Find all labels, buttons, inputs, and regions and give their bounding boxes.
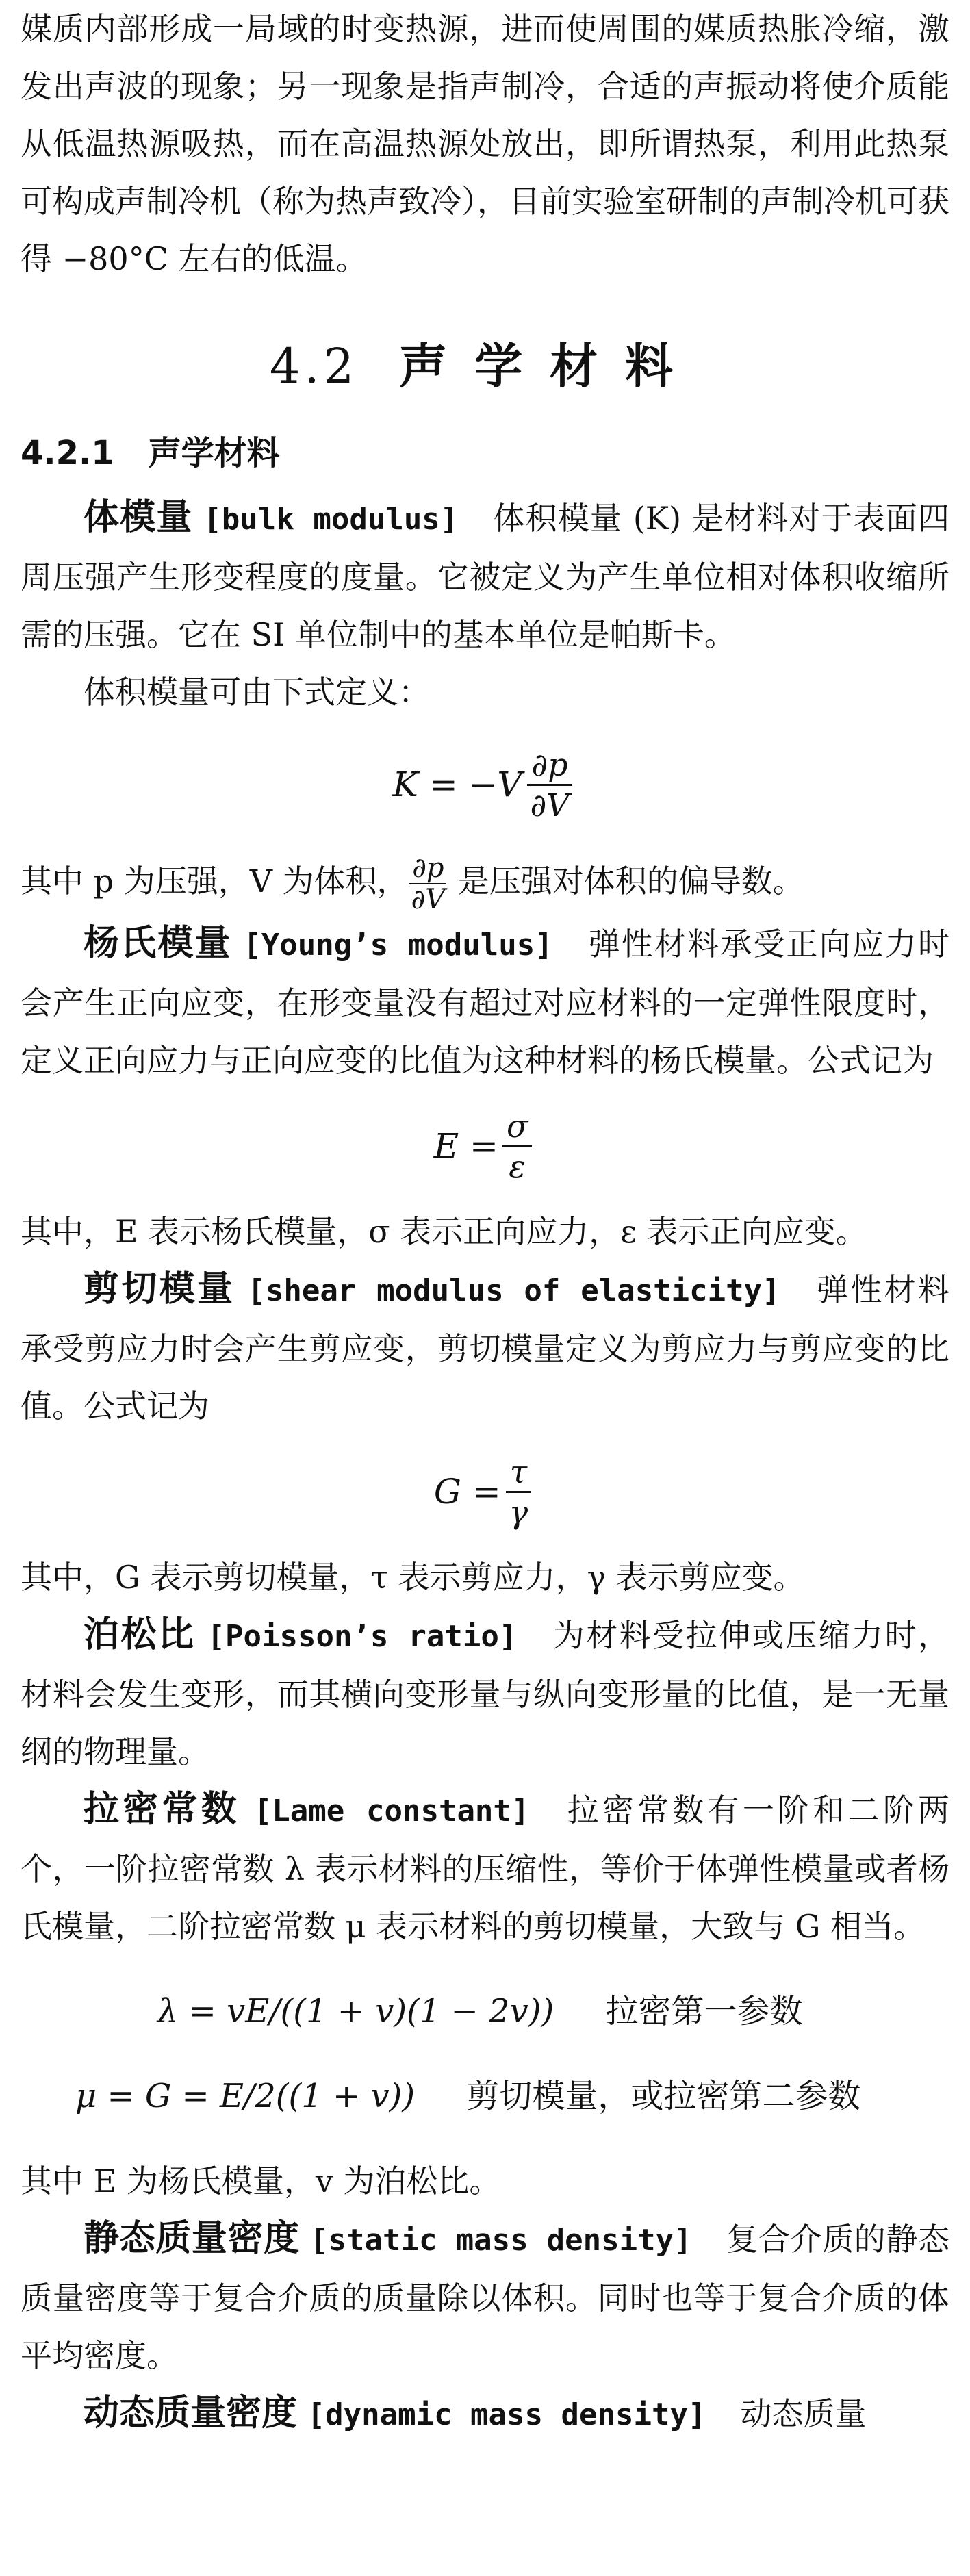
lame-constant-entry (21, 1781, 949, 1955)
term-poissons-ratio: 泊松比 (84, 1614, 196, 1655)
eq-young-left: E = (433, 1126, 498, 1166)
inline-frac-num: ∂p (409, 853, 446, 884)
subsection-title: 声学材料 (148, 434, 280, 472)
eq-lame-second-label: 剪切模量，或拉密第二参数 (466, 2077, 861, 2115)
eq-shear-fraction (505, 1453, 533, 1531)
subsection-heading (21, 424, 949, 482)
intro-paragraph: 媒质内部形成一局域的时变热源，进而使周围的媒质热胀冷缩，激发出声波的现象；另一现象是指声制冷，合适的声振动将使介质能从低温热源吸热，而在高温热源处放出，即所谓热泵，利用此热泵可构成声制冷机（称为热声致冷），目前实验室研制的声制冷机可获得 −80°C 左右的低温。 (21, 10, 949, 277)
equation-shear-modulus (21, 1447, 949, 1536)
section-title: 声学材料 (399, 337, 701, 394)
eq-bulk-left: K = −V (392, 765, 522, 804)
term-lame-constant-en: [Lame constant] (253, 1794, 530, 1828)
eq-lame-first-label: 拉密第一参数 (605, 1992, 803, 2030)
static-mass-density-text: 复合介质的静态质量密度等于复合介质的质量除以体积。同时也等于复合介质的体平均密度。 (21, 2221, 950, 2374)
lame-constant-text: 拉密常数有一阶和二阶两个，一阶拉密常数 λ 表示材料的压缩性，等价于体弹性模量或者杨氏模量，二阶拉密常数 μ 表示材料的剪切模量，大致与 G 相当。 (21, 1791, 949, 1945)
bulk-after-a: 其中 p 为压强，V 为体积， (21, 863, 409, 900)
term-dynamic-mass-density: 动态质量密度 (84, 2393, 298, 2434)
term-youngs-modulus: 杨氏模量 (84, 923, 232, 964)
eq-young-denominator: ε (509, 1147, 526, 1185)
static-mass-density-entry (21, 2210, 949, 2384)
dynamic-mass-density-entry (21, 2384, 949, 2444)
equation-lame-second (21, 2067, 949, 2125)
equation-youngs-modulus (21, 1101, 949, 1190)
shear-modulus-explanation: 其中，G 表示剪切模量，τ 表示剪应力，γ 表示剪应变。 (21, 1559, 805, 1596)
term-lame-constant: 拉密常数 (84, 1789, 240, 1830)
inline-frac-den: ∂V (411, 884, 446, 915)
equation-lame-first (21, 1982, 949, 2040)
lame-constant-explanation: 其中 E 为杨氏模量，v 为泊松比。 (21, 2163, 501, 2199)
eq-bulk-denominator: ∂V (530, 786, 570, 824)
bulk-modulus-lead: 体积模量可由下式定义： (84, 674, 430, 711)
eq-shear-left: G = (433, 1472, 501, 1512)
bulk-after-b: 是压强对体积的偏导数。 (448, 863, 804, 900)
term-shear-modulus-en: [shear modulus of elasticity] (247, 1273, 780, 1308)
eq-lame-second-formula: μ = G = E/2((1 + v)) (75, 2077, 416, 2115)
shear-modulus-entry (21, 1260, 949, 1435)
eq-shear-denominator: γ (509, 1493, 528, 1531)
youngs-modulus-explanation: 其中，E 表示杨氏模量，σ 表示正向应力，ε 表示正向应变。 (21, 1213, 867, 1250)
term-bulk-modulus: 体模量 (84, 497, 193, 538)
poissons-ratio-entry (21, 1606, 949, 1781)
bulk-modulus-entry (21, 489, 949, 663)
term-youngs-modulus-en: [Young’s modulus] (243, 928, 553, 962)
bulk-modulus-text: 体积模量 (K) 是材料对于表面四周压强产生形变程度的度量。它被定义为产生单位相对体积收缩所需的压强。它在 SI 单位制中的基本单位是帕斯卡。 (21, 500, 949, 653)
shear-modulus-text: 弹性材料承受剪应力时会产生剪应变，剪切模量定义为剪应力与剪应变的比值。公式记为 (21, 1271, 950, 1425)
term-bulk-modulus-en: [bulk modulus] (203, 502, 459, 537)
youngs-modulus-text: 弹性材料承受正向应力时会产生正向应变，在形变量没有超过对应材料的一定弹性限度时，定义正向应力与正向应变的比值为这种材料的杨氏模量。公式记为 (21, 926, 949, 1079)
equation-bulk-modulus (21, 733, 949, 836)
eq-bulk-numerator: ∂p (527, 745, 572, 786)
poissons-ratio-text: 为材料受拉伸或压缩力时，材料会发生变形，而其横向变形量与纵向变形量的比值，是一无量纲的物理量。 (21, 1617, 949, 1770)
eq-young-fraction (502, 1107, 532, 1186)
eq-young-numerator: σ (502, 1107, 532, 1147)
term-static-mass-density-en: [static mass density] (310, 2223, 692, 2258)
section-number: 4.2 (269, 338, 359, 394)
term-shear-modulus: 剪切模量 (84, 1268, 235, 1310)
eq-shear-numerator: τ (506, 1453, 531, 1493)
dynamic-mass-density-text: 动态质量 (740, 2395, 867, 2432)
bulk-modulus-explanation (21, 848, 949, 915)
section-heading (21, 335, 949, 397)
term-dynamic-mass-density-en: [dynamic mass density] (307, 2397, 706, 2432)
subsection-number: 4.2.1 (21, 434, 114, 472)
term-poissons-ratio-en: [Poisson’s ratio] (207, 1619, 518, 1654)
inline-fraction-dp-dv (409, 853, 448, 915)
term-static-mass-density: 静态质量密度 (84, 2218, 300, 2259)
eq-lame-first-formula: λ = vE/((1 + v)(1 − 2v)) (157, 1992, 554, 2030)
youngs-modulus-entry (21, 915, 949, 1089)
eq-bulk-fraction (526, 745, 574, 824)
